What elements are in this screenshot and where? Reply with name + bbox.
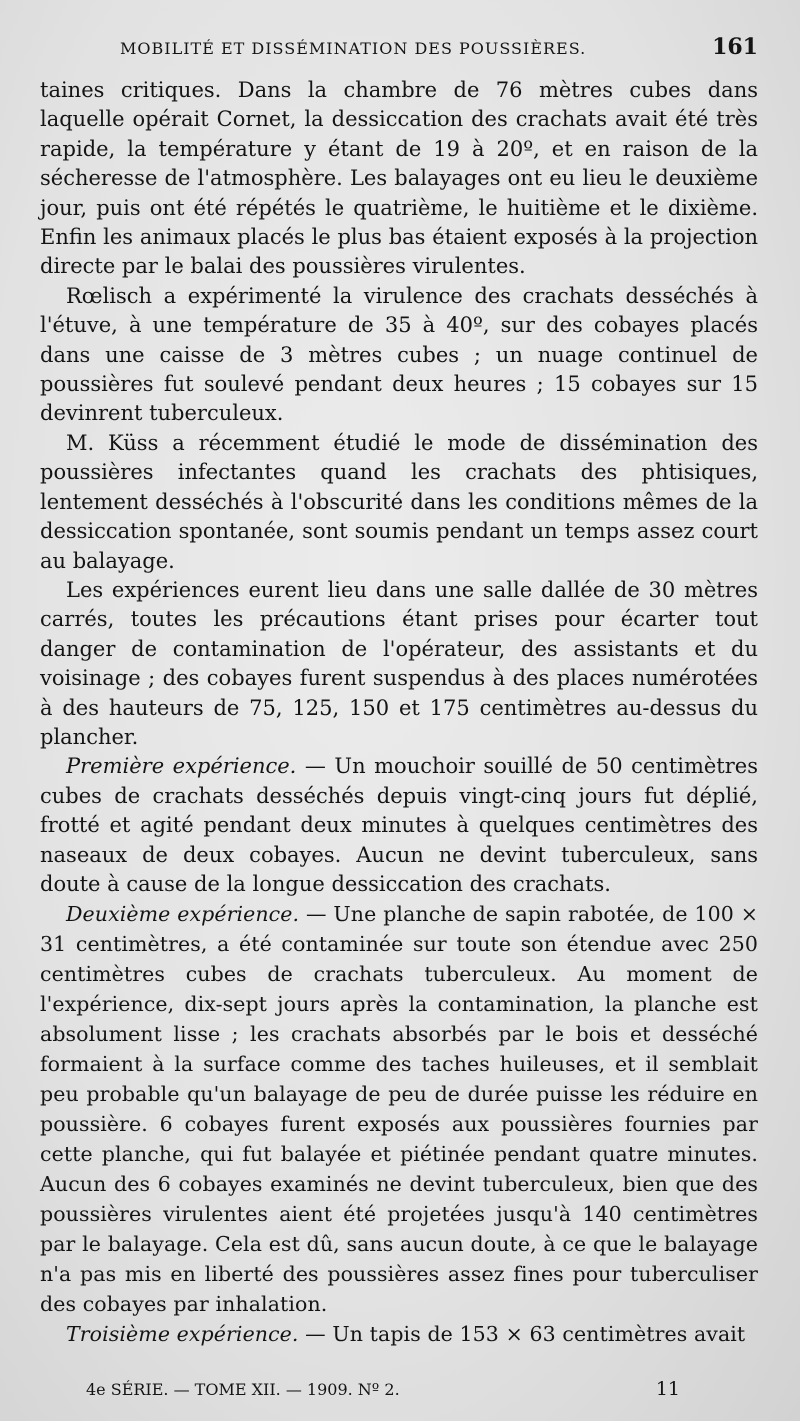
paragraph-lead: Première expérience. (66, 754, 297, 779)
paragraph: Les expériences eurent lieu dans une salle dallée de 30 mètres carrés, toutes les précautions étant prises pour écarter tout danger de contamination de l'opérateur, des assistants et du voisinage ; des cobayes furent suspendus à des places numérotées à des hauteurs de 75, 125, 150 et 175 centimètres au-dessus du plancher. (40, 577, 758, 749)
running-title: MOBILITÉ ET DISSÉMINATION DES POUSSIÈRES. (120, 39, 587, 58)
paragraph (40, 1319, 758, 1349)
page-number: 161 (712, 34, 758, 60)
running-head (40, 34, 758, 76)
paragraph-text: — Un tapis de 153 × 63 centimètres avait (298, 1322, 746, 1347)
paragraph (40, 899, 758, 1319)
series-line: 4e SÉRIE. — TOME XII. — 1909. Nº 2. (86, 1380, 400, 1399)
paragraph: taines critiques. Dans la chambre de 76 mètres cubes dans laquelle opérait Cornet, la dessiccation des crachats avait été très rapide, la température y étant de 19 à 20º, et en raison de la sécheresse de l'atmosphère. Les balayages ont eu lieu le deuxième jour, puis ont été répétés le quatrième, le huitième et le dixième. Enfin les animaux placés le plus bas étaient exposés à la projection directe par le balai des poussières virulentes. (40, 78, 758, 279)
paragraph-lead: Deuxième expérience. (66, 902, 300, 927)
paragraph: Rœlisch a expérimenté la virulence des crachats desséchés à l'étuve, à une température de 35 à 40º, sur des cobayes placés dans une caisse de 3 mètres cubes ; un nuage continuel de poussières fut soulevé pendant deux heures ; 15 cobayes sur 15 devinrent tuberculeux. (40, 283, 758, 426)
paragraph: M. Küss a récemment étudié le mode de dissémination des poussières infectantes quand les crachats des phtisiques, lentement desséchés à l'obscurité dans les conditions mêmes de la dessiccation spontanée, sont soumis pendant un temps assez court au balayage. (40, 430, 758, 573)
page-footer (86, 1378, 680, 1400)
paragraph-lead: Troisième expérience. (66, 1322, 299, 1347)
signature-mark: 11 (655, 1378, 680, 1400)
paragraph (40, 752, 758, 899)
body-text (40, 76, 758, 1349)
paragraph-text: — Une planche de sapin rabotée, de 100 × 31 centimètres, a été contaminée sur toute son étendue avec 250 centimètres cubes de crachats tuberculeux. Au moment de l'expérience, dix-sept jours après la contamination, la planche est absolument lisse ; les crachats absorbés par le bois et desséché formaient à la surface comme des taches huileuses, et il semblait peu probable qu'un balayage de peu de durée puisse les réduire en poussière. 6 cobayes furent exposés aux poussières fournies par cette planche, qui fut balayée et piétinée pendant quatre minutes. Aucun des 6 cobayes examinés ne devint tuberculeux, bien que des poussières virulentes aient été projetées jusqu'à 140 centimètres par le balayage. Cela est dû, sans aucun doute, à ce que le balayage n'a pas mis en liberté des poussières assez fines pour tuberculiser des cobayes par inhalation. (40, 902, 758, 1317)
paragraph-text: — Un mouchoir souillé de 50 centimètres cubes de crachats desséchés depuis vingt-cinq jours fut déplié, frotté et agité pendant deux minutes à quelques centimètres des naseaux de deux cobayes. Aucun ne devint tuberculeux, sans doute à cause de la longue dessiccation des crachats. (40, 754, 758, 896)
